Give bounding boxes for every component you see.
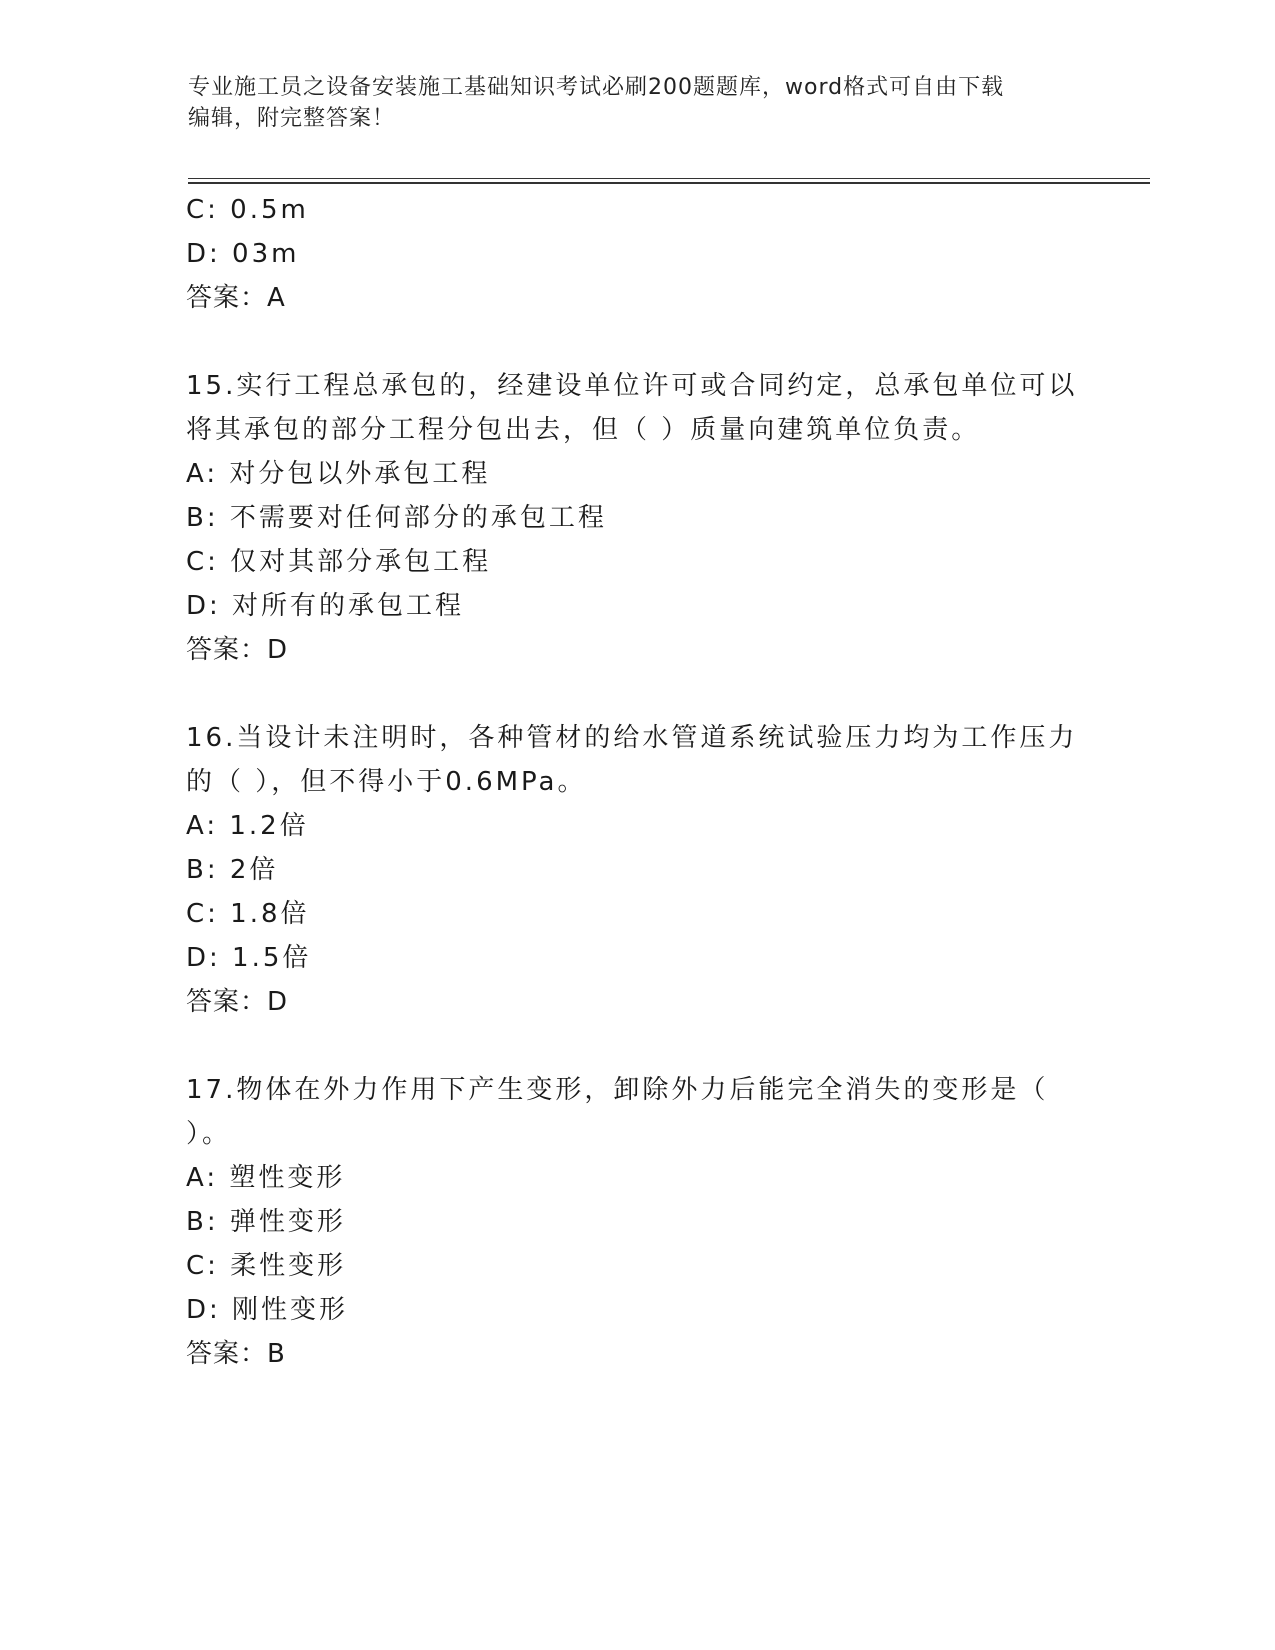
option-b-q16: B: 2倍 <box>186 855 279 885</box>
option-c-q17: C: 柔性变形 <box>186 1251 347 1281</box>
option-b-q15: B: 不需要对任何部分的承包工程 <box>186 503 607 533</box>
question-15-line-2: 将其承包的部分工程分包出去，但（ ）质量向建筑单位负责。 <box>186 415 981 445</box>
question-16-line-2: 的（ ），但不得小于0.6MPa。 <box>186 767 587 797</box>
option-d-q15: D: 对所有的承包工程 <box>186 591 465 621</box>
header-divider-thick <box>188 182 1150 184</box>
header-title-line-1: 专业施工员之设备安装施工基础知识考试必刷200题题库，word格式可自由下载 <box>188 75 1005 100</box>
option-d-q17: D: 刚性变形 <box>186 1295 349 1325</box>
answer-q17: 答案：B <box>186 1339 286 1369</box>
answer-q16: 答案：D <box>186 987 289 1017</box>
option-a-q17: A: 塑性变形 <box>186 1163 346 1193</box>
question-17-line-2: ）。 <box>186 1119 232 1149</box>
option-a-q15: A: 对分包以外承包工程 <box>186 459 491 489</box>
option-c-q16: C: 1.8倍 <box>186 899 310 929</box>
question-16-line-1: 16.当设计未注明时，各种管材的给水管道系统试验压力均为工作压力 <box>186 723 1078 753</box>
option-c-q15: C: 仅对其部分承包工程 <box>186 547 492 577</box>
header-divider-thin <box>188 178 1150 179</box>
answer-q14: 答案：A <box>186 283 286 313</box>
option-d-q14: D: 03m <box>186 239 300 269</box>
option-a-q16: A: 1.2倍 <box>186 811 309 841</box>
answer-q15: 答案：D <box>186 635 289 665</box>
option-b-q17: B: 弹性变形 <box>186 1207 346 1237</box>
document-header <box>188 72 1088 134</box>
option-d-q16: D: 1.5倍 <box>186 943 312 973</box>
question-17-line-1: 17.物体在外力作用下产生变形，卸除外力后能完全消失的变形是（ <box>186 1075 1049 1105</box>
question-15-line-1: 15.实行工程总承包的，经建设单位许可或合同约定，总承包单位可以 <box>186 371 1078 401</box>
header-title-line-2: 编辑，附完整答案！ <box>188 106 396 131</box>
option-c-q14: C: 0.5m <box>186 195 309 225</box>
